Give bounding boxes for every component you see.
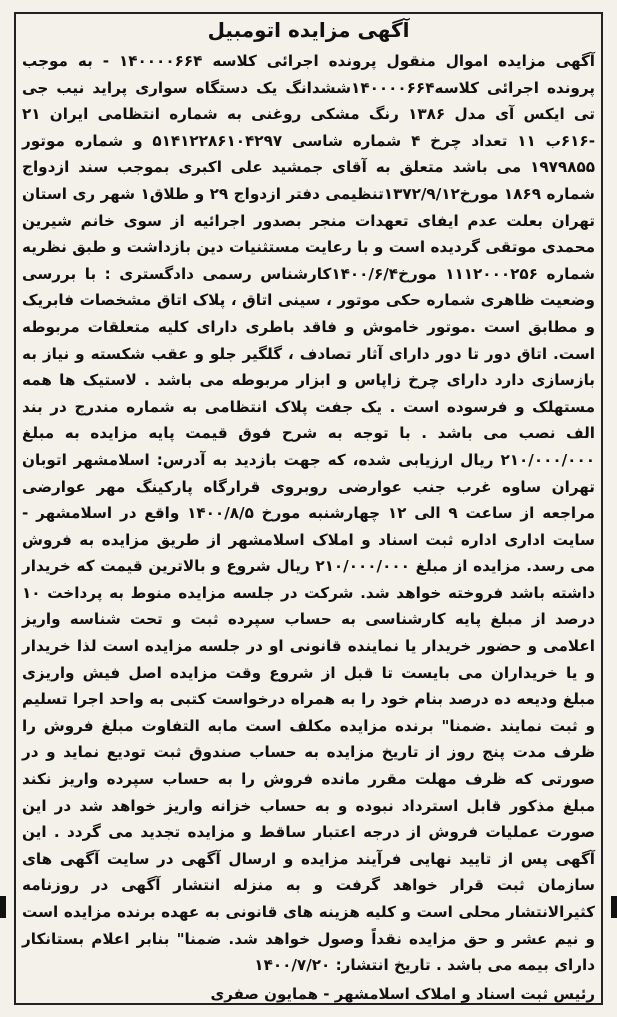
- notice-signature: رئیس ثبت اسناد و املاک اسلامشهر - همایون صفری: [210, 984, 595, 1003]
- notice-title: آگهی مزایده اتومبیل: [207, 18, 410, 42]
- margin-mark-right: [611, 896, 617, 918]
- margin-mark-left: [0, 896, 6, 918]
- notice-body: آگهی مزایده اموال منقول پرونده اجرائی کلاسه ۱۴۰۰۰۰۶۶۴ - به موجب پرونده اجرائی کلاسه۱۴۰۰۰۰۶۶۴ششدانگ یک دستگاه سواری پراید نیب جی تی ایکس آی مدل ۱۳۸۶ رنگ مشکی روغنی به شماره انتظامی ایران ۲۱ -۶۱۶ب ۱۱ تعداد چرخ ۴ شماره شاسی ۵۱۴۱۲۲۸۶۱۰۴۲۹۷ و شماره موتور ۱۹۷۹۸۵۵ می باشد متعلق به آقای جمشید علی اکبری بموجب سند ازدواج شماره ۱۸۶۹ مورخ۱۳۷۲/۹/۱۲تنظیمی دفتر ازدواج ۲۹ و طلاق۱ شهر ری استان تهران بعلت عدم ایفای تعهدات منجر بصدور اجرائیه از سوی خانم شیرین محمدی موتقی گردیده است و با رعایت مستثنیات دین بازداشت و طبق نظریه شماره ۱۱۱۲۰۰۰۲۵۶ مورخ۱۴۰۰/۶/۴کارشناس رسمی دادگستری : با بررسی وضعیت ظاهری شماره حکی موتور ، سینی اتاق ، پلاک اتاق مشخصات فابریک و مطابق است .موتور خاموش و فاقد باطری دارای کلیه متعلقات مربوطه است. اتاق دور تا دور دارای آثار تصادف ، گلگیر جلو و عقب شکسته و نیاز به بازسازی دارد دارای چرخ زاپاس و ابزار مربوطه می باشد . لاستیک ها همه مستهلک و فرسوده است . یک جفت پلاک انتظامی به شماره مندرج در بند الف نصب می باشد . با توجه به شرح فوق قیمت پایه مزایده به مبلغ ۲۱۰/۰۰۰/۰۰۰ ریال ارزیابی شده، که جهت بازدید به آدرس: اسلامشهر اتوبان تهران ساوه غرب جنب عوارضی روبروی قرارگاه پارکینگ مهر عوارضی مراجعه از ساعت ۹ الی ۱۲ چهارشنبه مورخ ۱۴۰۰/۸/۵ واقع در اسلامشهر - سایت اداری اداره ثبت اسناد و املاک اسلامشهر از طریق مزایده به فروش می رسد. مزایده از مبلغ ۲۱۰/۰۰۰/۰۰۰ ریال شروع و بالاترین قیمت که خریدار داشته باشد فروخته خواهد شد. شرکت در جلسه مزایده منوط به پرداخت ۱۰ درصد از مبلغ پایه کارشناسی به حساب سپرده ثبت و تحت شناسه واریز اعلامی و حضور خریدار یا نماینده قانونی او در جلسه مزایده است لذا خریدار و یا خریداران می بایست تا قبل از شروع وقت مزایده اصل فیش واریزی مبلغ ودیعه ده درصد بنام خود را به همراه درخواست کتبی به واحد اجرا تسلیم و ثبت نمایند .ضمنا" برنده مزایده مکلف است مابه التفاوت مبلغ فروش را ظرف مدت پنج روز از تاریخ مزایده به حساب صندوق ثبت تودیع نماید و در صورتی که ظرف مهلت مقرر مانده فروش را به حساب سپرده واریز نکند مبلغ مذکور قابل استرداد نبوده و به حساب خزانه واریز خواهد شد در این صورت عملیات فروش از درجه اعتبار ساقط و مزایده تجدید می گردد . این آگهی پس از تایید نهایی فرآیند مزایده و ارسال آگهی در سایت آگهی های سازمان ثبت قرار خواهد گرفت و به منزله انتشار آگهی در روزنامه کثیرالانتشار محلی است و کلیه هزینه های قانونی به عهده برنده مزایده است و نیم عشر و حق مزایده نقداً وصول خواهد شد. ضمنا" بنابر اعلام بستانکار دارای بیمه می باشد . تاریخ انتشار: ۱۴۰۰/۷/۲۰: [22, 52, 596, 975]
- auction-notice: [22, 16, 595, 1003]
